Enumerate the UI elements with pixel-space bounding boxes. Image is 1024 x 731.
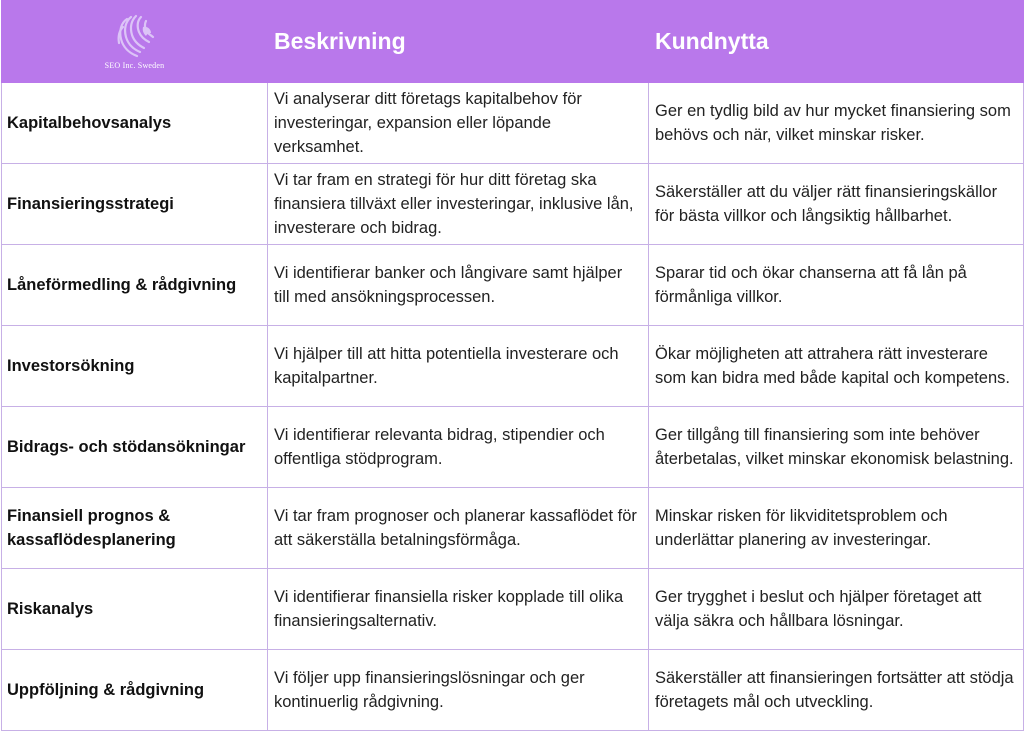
column-header-benefit: Kundnytta — [649, 1, 1024, 83]
table-row — [2, 164, 1024, 245]
table-row — [2, 83, 1024, 164]
service-name: Finansiell prognos & kassaflödesplanering — [2, 488, 268, 569]
table-row — [2, 650, 1024, 731]
logo — [2, 1, 267, 82]
table-row — [2, 245, 1024, 326]
table-row — [2, 326, 1024, 407]
service-benefit: Säkerställer att du väljer rätt finansieringskällor för bästa villkor och långsiktig hållbarhet. — [649, 164, 1024, 245]
service-name: Riskanalys — [2, 569, 268, 650]
table-row — [2, 407, 1024, 488]
service-benefit: Sparar tid och ökar chanserna att få lån på förmånliga villkor. — [649, 245, 1024, 326]
table-row — [2, 569, 1024, 650]
service-benefit: Ger trygghet i beslut och hjälper företaget att välja säkra och hållbara lösningar. — [649, 569, 1024, 650]
logo-cell — [2, 1, 268, 83]
service-benefit: Ger en tydlig bild av hur mycket finansiering som behövs och när, vilket minskar risker. — [649, 83, 1024, 164]
header-row — [2, 1, 1024, 83]
service-description: Vi följer upp finansieringslösningar och ger kontinuerlig rådgivning. — [268, 650, 649, 731]
service-name: Finansieringsstrategi — [2, 164, 268, 245]
table-header — [2, 1, 1024, 83]
service-name: Låneförmedling & rådgivning — [2, 245, 268, 326]
service-description: Vi tar fram en strategi för hur ditt företag ska finansiera tillväxt eller investeringar, inklusive lån, investerare och bidrag. — [268, 164, 649, 245]
table-row — [2, 488, 1024, 569]
service-name: Bidrags- och stödansökningar — [2, 407, 268, 488]
service-description: Vi identifierar banker och långivare samt hjälper till med ansökningsprocessen. — [268, 245, 649, 326]
service-name: Kapitalbehovsanalys — [2, 83, 268, 164]
service-description: Vi identifierar finansiella risker kopplade till olika finansieringsalternativ. — [268, 569, 649, 650]
service-description: Vi hjälper till att hitta potentiella investerare och kapitalpartner. — [268, 326, 649, 407]
service-description: Vi analyserar ditt företags kapitalbehov för investeringar, expansion eller löpande verksamhet. — [268, 83, 649, 164]
service-description: Vi tar fram prognoser och planerar kassaflödet för att säkerställa betalningsförmåga. — [268, 488, 649, 569]
service-benefit: Minskar risken för likviditetsproblem och underlättar planering av investeringar. — [649, 488, 1024, 569]
table-body — [2, 83, 1024, 731]
service-benefit: Ger tillgång till finansiering som inte behöver återbetalas, vilket minskar ekonomisk belastning. — [649, 407, 1024, 488]
column-header-description: Beskrivning — [268, 1, 649, 83]
service-name: Uppföljning & rådgivning — [2, 650, 268, 731]
service-description: Vi identifierar relevanta bidrag, stipendier och offentliga stödprogram. — [268, 407, 649, 488]
service-benefit: Säkerställer att finansieringen fortsätter att stödja företagets mål och utveckling. — [649, 650, 1024, 731]
logo-text: SEO Inc. Sweden — [104, 61, 165, 70]
service-name: Investorsökning — [2, 326, 268, 407]
service-benefit: Ökar möjligheten att attrahera rätt investerare som kan bidra med både kapital och kompetens. — [649, 326, 1024, 407]
services-table — [1, 0, 1024, 731]
lion-head-logo-icon — [113, 13, 157, 59]
